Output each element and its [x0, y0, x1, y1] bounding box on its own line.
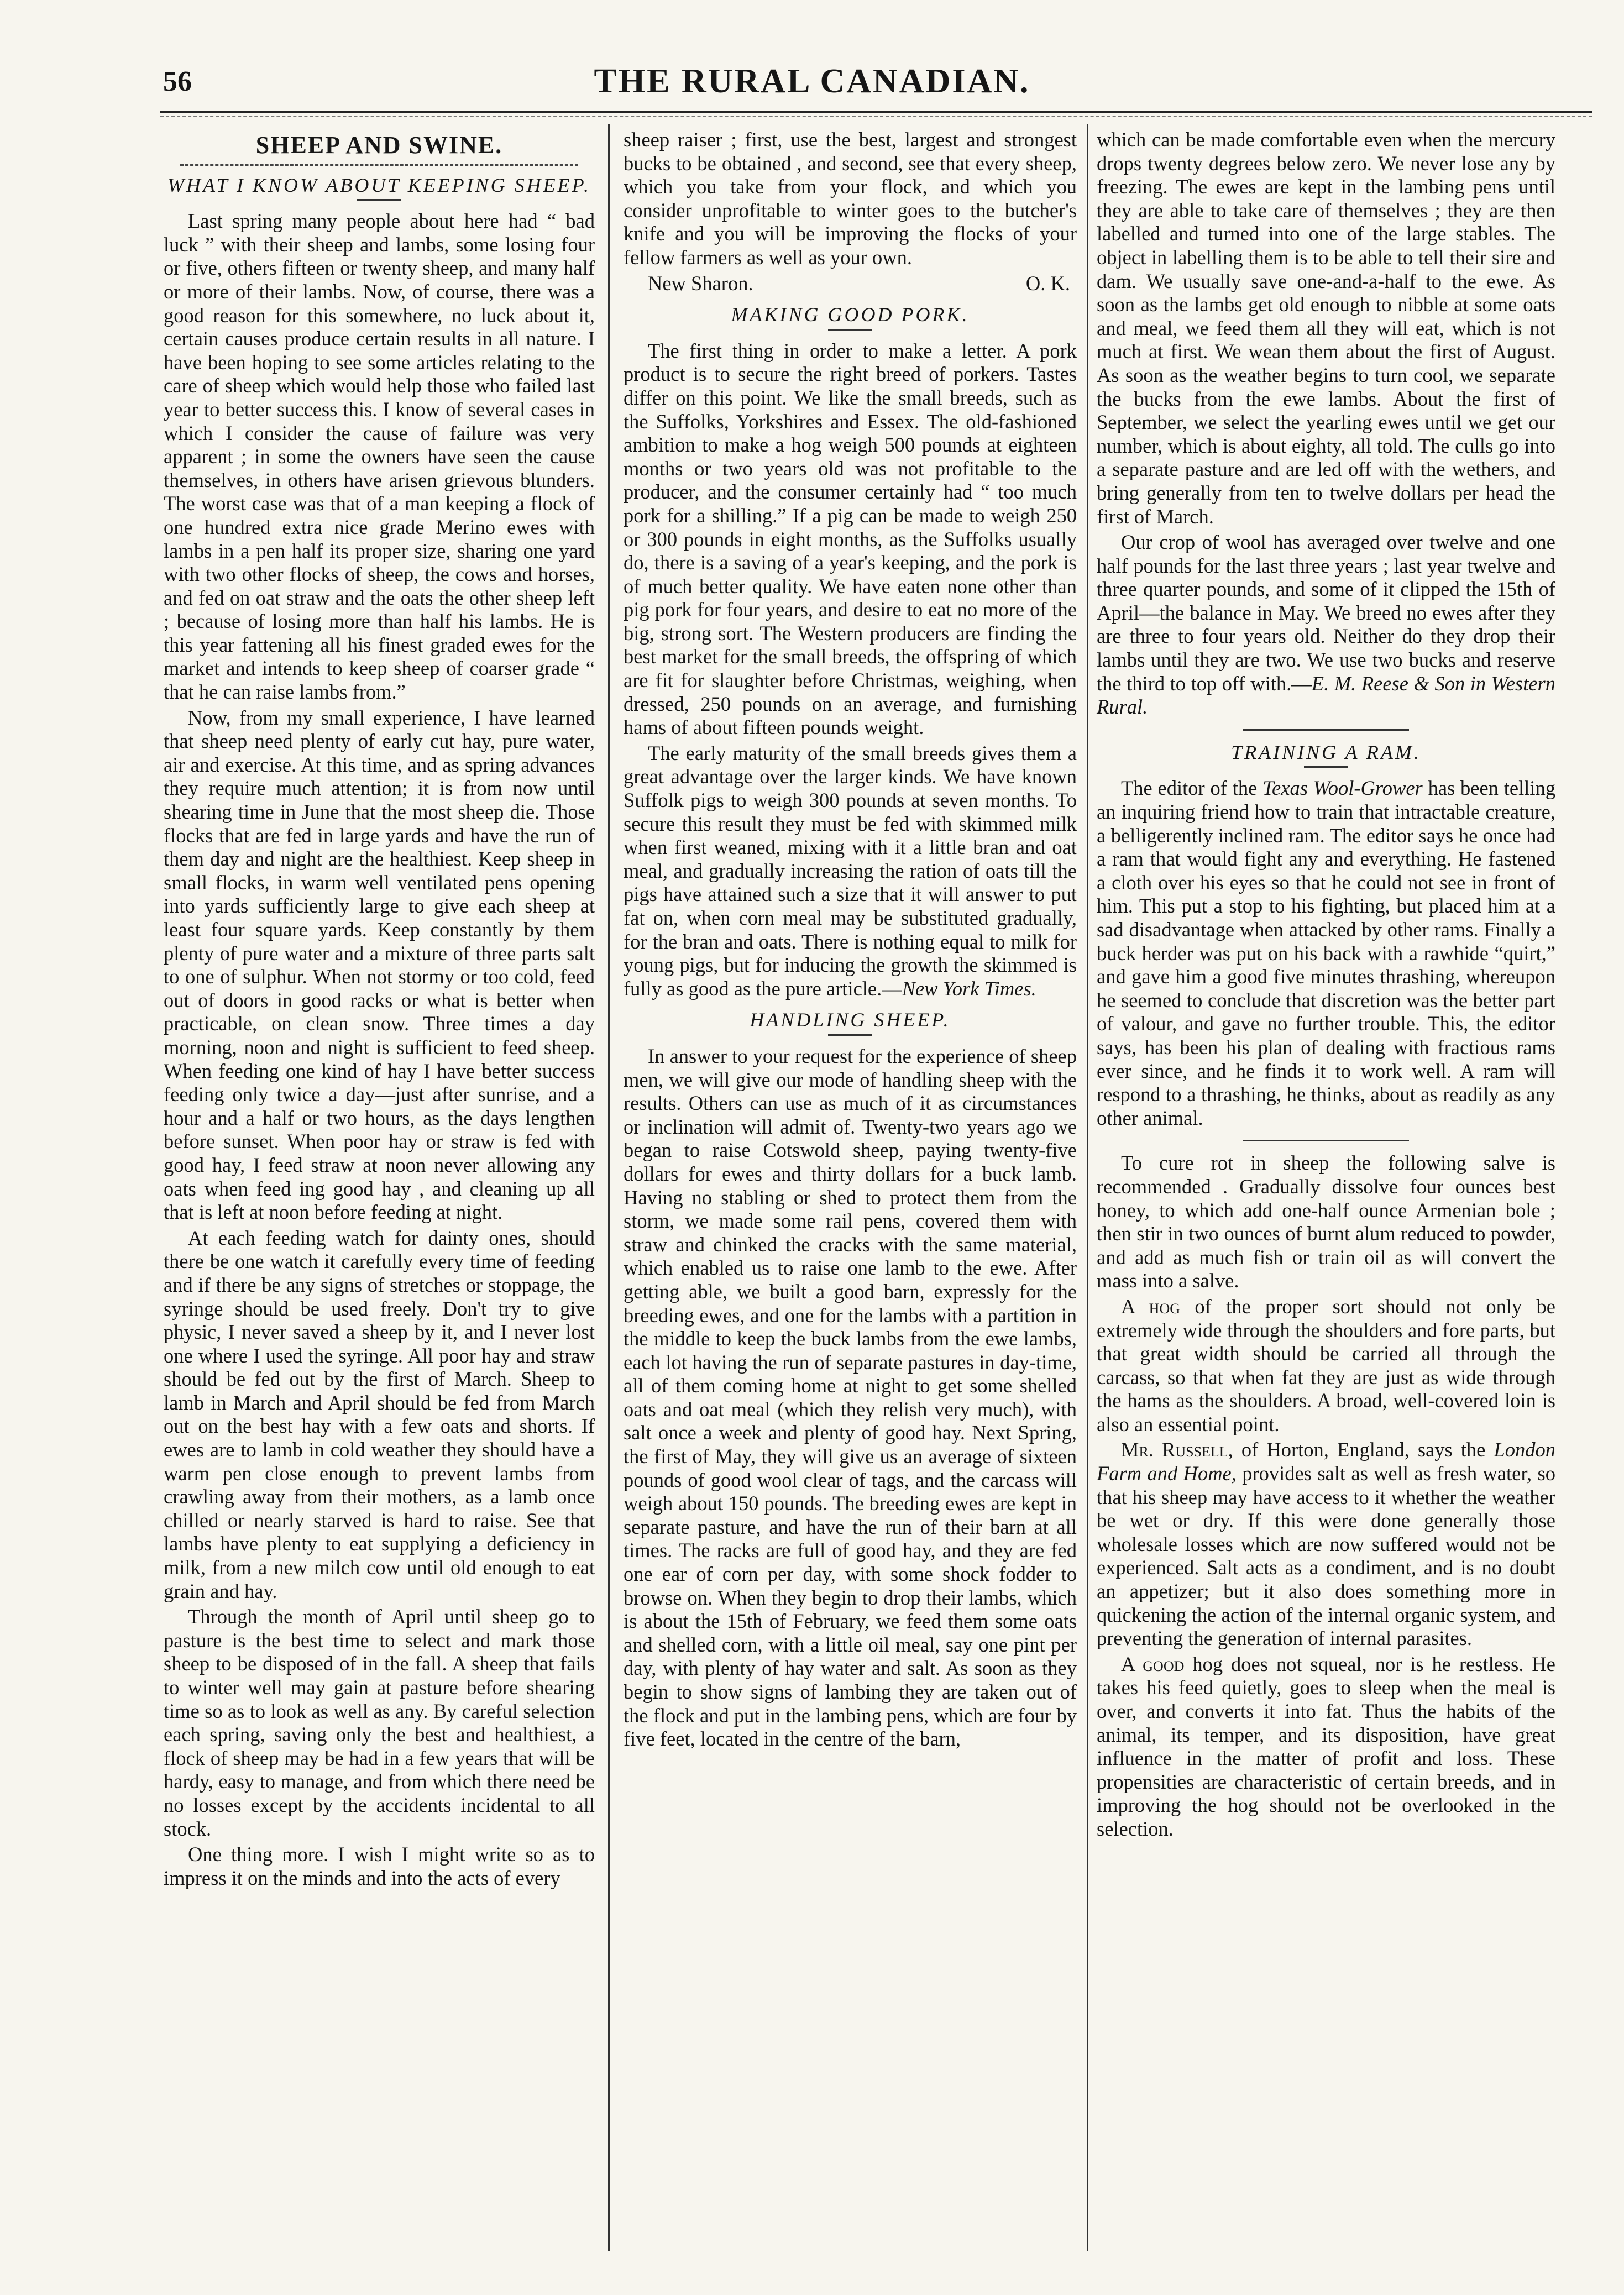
lead-words: Mr. Russell, — [1121, 1438, 1233, 1461]
title-rule — [828, 1034, 872, 1036]
paragraph — [1097, 531, 1555, 719]
paragraph-text: of Horton, England, says the — [1233, 1438, 1494, 1461]
section-heading: SHEEP AND SWINE. — [255, 132, 503, 159]
paragraph-text: of the proper sort should not only be extremely wide through the shoulders and fore parts, but that great width should be carried all through the carcass, so that when fat they are just as wide through the hams as the shoulders. A broad, well-covered loin is also an essential point. — [1097, 1295, 1555, 1435]
paragraph-text: The early maturity of the small breeds gives them a great advantage over the larger kinds. We have known Suffolk pigs to weigh 300 pounds at seven months. To secure this result they must be fed with skimmed milk when first weaned, mixing with it a little bran and oat meal, and gradually increasing the ration of oats till the pigs have attained such a size that it will answer to put fat on, when corn meal may be substituted gradually, for the bran and oats. There is nothing equal to milk for young pigs, but for inducing the growth the skimmed is fully as good as the pure article.— — [624, 741, 1077, 1000]
continued-paragraph: sheep raiser ; first, use the best, largest and strongest bucks to be obtained , and second, see that every sheep, which you take from your flock, and which you consider unprofitable to winter goes to the butcher's knife and you will be improving the flocks of your fellow farmers as well as your own. — [624, 128, 1077, 269]
column-2 — [624, 128, 1077, 1753]
paragraph — [1097, 777, 1555, 1130]
section-rule — [180, 164, 578, 166]
paragraph: In answer to your request for the experience of sheep men, we will give our mode of handling sheep with the results. Others can use as much of it as circumstances or inclination will admit of. Twenty-two years ago we began to raise Cotswold sheep, paying twenty-five dollars for ewes and thirty dollars for a buck lamb. Having no stabling or shed to protect them from the storm, we made some rail pens, covered them with straw and chinked the cracks with the same material, which enabled us to raise one lamb to the ewe. After getting able, we built a good barn, expressly for the breeding ewes, and one for the lambs with a partition in the middle to keep the buck lambs from the ewe lambs, each lot having the run of separate pastures in day-time, all of them coming home at night to get some shelled oats and oat meal (which they relish very much), with salt once a week and plenty of good hay. Next Spring, the first of May, they will give us an average of sixteen pounds of good wool clear of tags, and the carcass will weigh about 150 pounds. The breeding ewes are kept in separate pasture, and have the run of their barn at all times. The racks are full of good hay, and they are fed one ear of corn per day, with some shock fodder to browse on. When they begin to drop their lambs, which is about the 15th of February, we feed them some oats and shelled corn, with a little oil meal, say one pint per day, with plenty of hay water and salt. As soon as they begin to show signs of lambing they are taken out of the flock and put in the lambing pens, which are four by five feet, located in the centre of the barn, — [624, 1044, 1077, 1751]
column-3 — [1097, 128, 1555, 1843]
continued-paragraph: which can be made comfortable even when the mercury drops twenty degrees below zero. We never lose any by freezing. The ewes are kept in the lambing pens until they are able to take care of themselves ; they are then labelled and turned into one of the large stables. The object in labelling them is to be able to tell their sire and dam. We usually save one-and-a-half to the ewe. As soon as the lambs get old enough to nibble at some oats and meal, we feed them all they will eat, which is not much at first. We wean them about the first of August. As soon as the weather begins to turn cool, we separate the bucks from the ewe lambs. About the first of September, we select the yearling ewes until we get our number, which is about eighty, all told. The culls go into a separate pasture and are led off with the wethers, and bring generally from ten to twelve dollars per head the first of March. — [1097, 128, 1555, 528]
paragraph — [624, 742, 1077, 1001]
source-credit: New York Times. — [902, 977, 1036, 1000]
divider-rule — [1243, 1140, 1409, 1141]
paragraph — [1097, 1438, 1555, 1650]
column-1 — [164, 128, 595, 1892]
paragraph: Last spring many people about here had “ bad luck ” with their sheep and lambs, some losing four or five, others fifteen or twenty sheep, and many half or more of their lambs. Now, of course, there was a good reason for this somewhere, no luck about it, certain causes produce certain results in all nature. I have been hoping to see some articles relating to the care of sheep which would help those who failed last year to better success this. I know of several cases in which I consider the cause of failure was very apparent ; in some the owners have seen the cause themselves, in others have arisen grievous blunders. The worst case was that of a man keeping a flock of one hundred extra nice grade Merino ewes with lambs in a pen half its proper size, sharing one yard with two other flocks of sheep, the cows and horses, and fed on oat straw and the oats the other sheep left ; because of losing more than half his lambs. He is this year fattening all his finest graded ewes for the market and intends to keep sheep of coarser grade “ that he can raise lambs from.” — [164, 209, 595, 704]
masthead-title: THE RURAL CANADIAN. — [594, 62, 1030, 100]
paragraph: The first thing in order to make a letter. A pork product is to secure the right breed of porkers. Tastes differ on this point. We like the small breeds, such as the Suffolks, Yorkshires and Essex. The old-fashioned ambition to make a hog weigh 500 pounds at eighteen months or two years old was not profitable to the producer, and the consumer certainly had “ too much pork for a shilling.” If a pig can be made to weigh 250 or 300 pounds in eight months, as the Suffolks usually do, there is a saving of a year's keeping, and the pork is of much better quality. We have eaten none other than pig pork for four years, and desire to eat no more of the big, strong sort. The Western producers are finding the best market for the small breeds, the offspring of which are fit for slaughter before Christmas, weighing, when dressed, 250 pounds on an average, and furnishing hams of about fifteen pounds weight. — [624, 339, 1077, 739]
publication-name: London Farm and Home, — [1097, 1438, 1555, 1485]
article-title: TRAINING A RAM. — [1231, 741, 1421, 763]
header-rule — [160, 111, 1592, 113]
source-credit: E. M. Reese & Son in Western Rural. — [1097, 672, 1555, 719]
lead-words: A good — [1121, 1652, 1185, 1675]
column-divider-1 — [608, 124, 610, 2251]
column-divider-2 — [1087, 124, 1088, 2251]
divider-rule — [1243, 729, 1409, 731]
paragraph-text: has been telling an inquiring friend how to train that intractable creature, a belligerently inclined ram. The editor says he once had a ram that would fight any and everything. He fastened a cloth over his eyes so that he could not see in front of him. This put a stop to his fighting, but placed him at a sad disadvantage when attacked by other rams. Finally a buck herder was put on his back with a rawhide “quirt,” and gave him a good five minutes thrashing, whereupon he seemed to conclude that discretion was the better part of valour, and gave no further trouble. This, the editor says, has been his plan of dealing with fractious rams ever since, and he finds it to work well. A ram will respond to a thrashing, he thinks, about as readily as any other animal. — [1097, 777, 1555, 1129]
paragraph: Now, from my small experience, I have learned that sheep need plenty of early cut hay, pure water, air and exercise. At this time, and as spring advances they require much attention; it is from now until shearing time in June that the most sheep die. Those flocks that are fed in large yards and have the run of them day and night are the healthiest. Keep sheep in small flocks, in warm well ventilated pens opening into yards sufficiently large to give each sheep at least four square yards. Keep constantly by them plenty of pure water and a mixture of three parts salt to one of sulphur. When not stormy or too cold, feed out of doors in good racks or what is better when practicable, on clean snow. Three times a day morning, noon and night is sufficient to feed sheep. When feeding one kind of hay I have better success feeding only twice a day—just after sunrise, and a hour and a half or two hours, as the days lengthen before sunset. When poor hay or straw is fed with good hay, I feed straw at noon never allowing any oats when feed ing good hay , and cleaning up all that is left at noon before feeding at night. — [164, 706, 595, 1224]
article-title: MAKING GOOD PORK. — [731, 303, 970, 326]
page-number: 56 — [163, 66, 192, 97]
paragraph-text: provides salt as well as fresh water, so that his sheep may have access to it whether the weather be wet or dry. If this were done generally those wholesale losses which are now suffered would not be experienced. Salt acts as a condiment, and is no doubt an appetizer; but it also does something more in quickening the action of the internal organic system, and preventing the generation of internal parasites. — [1097, 1462, 1555, 1650]
paragraph: To cure rot in sheep the following salve is recommended . Gradually dissolve four ounces best honey, to which add one-half ounce Armenian bole ; then stir in two ounces of burnt alum reduced to powder, and add as much fish or train oil as will convert the mass into a salve. — [1097, 1151, 1555, 1292]
signature-line — [624, 272, 1077, 296]
title-rule — [1304, 766, 1348, 768]
title-rule — [357, 199, 401, 201]
signature-place: New Sharon. — [648, 271, 753, 295]
paragraph: At each feeding watch for dainty ones, should there be one watch it carefully every time of feeding and if there be any signs of stretches or stoppage, the syringe should be used freely. Don't try to give physic, I never saved a sheep by it, and I never lost one where I used the syringe. All poor hay and straw should be fed out by the first of March. Sheep to lamb in March and April should be fed from March out on the best hay with a few oats and shorts. If ewes are to lamb in cold weather they should have a warm pen close enough to prevent lambs from crawling away from their mothers, as a lamb once chilled or nearly starved is hard to raise. See that lambs have plenty to eat supplying a deficiency in milk, from a new milch cow until old enough to eat grain and hay. — [164, 1226, 595, 1602]
publication-name: Texas Wool-Grower — [1262, 777, 1423, 800]
paragraph-text: Our crop of wool has averaged over twelve and one half pounds for the last three years ; last year twelve and three quarter pounds, and some of it clipped the 15th of April—the balance in May. We breed no ewes after they are three to four years old. Neither do they drop their lambs until they are two. We use two bucks and reserve the third to top off with.— — [1097, 531, 1555, 695]
paragraph: Through the month of April until sheep go to pasture is the best time to select and mark those sheep to be disposed of in the fall. A sheep that fails to winter well may gain at pasture before shearing time so as to look as well as any. By careful selection each spring, saving only the best and healthiest, a flock of sheep may be had in a few years that will be hardy, easy to manage, and from which there need be no losses except by the accidents incidental to all stock. — [164, 1605, 595, 1840]
article-title: WHAT I KNOW ABOUT KEEPING SHEEP. — [167, 174, 591, 196]
signature-name: O. K. — [1025, 271, 1070, 295]
paragraph: One thing more. I wish I might write so as to impress it on the minds and into the acts of every — [164, 1843, 595, 1889]
header-rule-dashed — [160, 116, 1592, 117]
paragraph-text: hog does not squeal, nor is he restless. He takes his feed quietly, goes to sleep when the meal is over, and converts it into fat. Thus the habits of the animal, its temper, and its disposition, have great influence in the matter of profit and loss. These propensities are characteristic of certain breeds, and in improving the hog should not be overlooked in the selection. — [1097, 1652, 1555, 1840]
title-rule — [828, 329, 872, 331]
lead-words: A hog — [1121, 1295, 1181, 1318]
paragraph-text: The editor of the — [1121, 777, 1263, 800]
paragraph — [1097, 1653, 1555, 1841]
paragraph — [1097, 1295, 1555, 1437]
article-title: HANDLING SHEEP. — [750, 1009, 951, 1031]
